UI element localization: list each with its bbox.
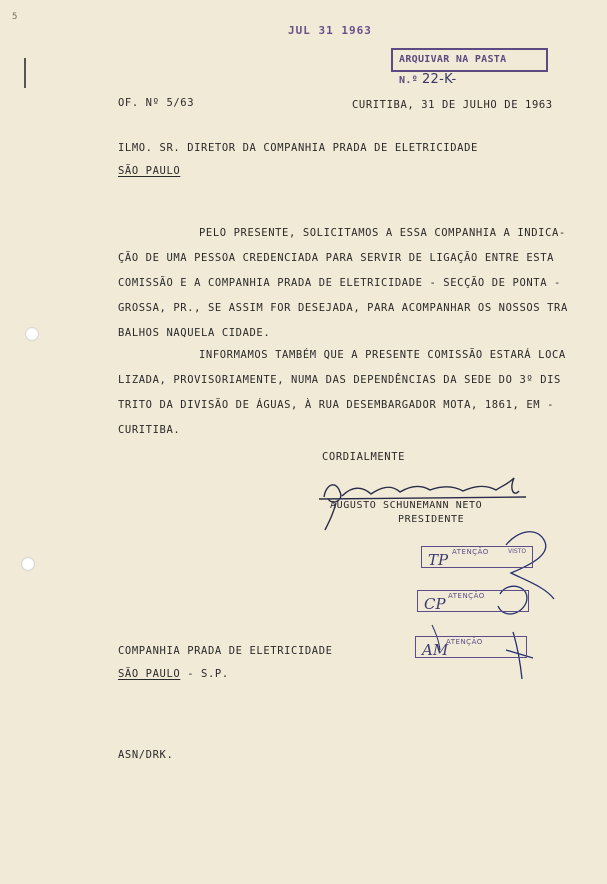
body-line: COMISSÃO E A COMPANHIA PRADA DE ELETRICIDADE - SECÇÃO DE PONTA - [118, 277, 561, 289]
attention-stamp [415, 636, 527, 658]
attention-stamp-initials: TP [428, 551, 449, 569]
footer-city-line [118, 669, 229, 680]
footer-company: COMPANHIA PRADA DE ELETRICIDADE [118, 645, 333, 657]
body-line: TRITO DA DIVISÃO DE ÁGUAS, À RUA DESEMBARGADOR MOTA, 1861, EM - [118, 399, 555, 411]
visto-label: VISTO [508, 548, 527, 555]
body-line: BALHOS NAQUELA CIDADE. [118, 327, 271, 339]
typist-initials: ASN/DRK. [118, 749, 174, 761]
attention-stamp-initials: AM [422, 641, 449, 659]
body-line: PELO PRESENTE, SOLICITAMOS A ESSA COMPANHIA A INDICA- [199, 227, 566, 239]
closing-salutation: CORDIALMENTE [322, 451, 406, 463]
reference-number: OF. Nº 5/63 [118, 97, 195, 109]
attention-stamp [417, 590, 529, 612]
attention-stamp-label: ATENÇÃO [446, 638, 483, 646]
archive-stamp-number: 22-K- [421, 72, 457, 87]
signatory-title: PRESIDENTE [398, 514, 465, 525]
body-line: INFORMAMOS TAMBÉM QUE A PRESENTE COMISSÃO ESTARÁ LOCA [199, 349, 566, 361]
received-date-stamp: JUL 31 1963 [288, 24, 372, 37]
attention-stamp-initials: CP [424, 595, 446, 613]
body-line: LIZADA, PROVISORIAMENTE, NUMA DAS DEPENDÊNCIAS DA SEDE DO 3º DIS [118, 374, 561, 386]
footer-state: - S.P. [180, 668, 229, 680]
body-line: GROSSA, PR., SE ASSIM FOR DESEJADA, PARA ACOMPANHAR OS NOSSOS TRA [118, 302, 568, 314]
footer-city: SÃO PAULO [118, 668, 181, 680]
attention-stamp [421, 546, 533, 568]
signatory-name: AUGUSTO SCHUNEMANN NETO [330, 500, 483, 511]
attention-stamp-label: ATENÇÃO [452, 548, 489, 556]
addressee-city: SÃO PAULO [118, 165, 181, 177]
margin-mark: 5 [12, 12, 18, 22]
body-line: ÇÃO DE UMA PESSOA CREDENCIADA PARA SERVIR DE LIGAÇÃO ENTRE ESTA [118, 252, 555, 264]
addressee-line: ILMO. SR. DIRETOR DA COMPANHIA PRADA DE ELETRICIDADE [118, 142, 478, 154]
body-line: CURITIBA. [118, 424, 181, 436]
archive-stamp-label: ARQUIVAR NA PASTA N.º [399, 54, 507, 86]
place-and-date: CURITIBA, 31 DE JULHO DE 1963 [352, 99, 553, 111]
attention-stamp-label: ATENÇÃO [448, 592, 485, 600]
